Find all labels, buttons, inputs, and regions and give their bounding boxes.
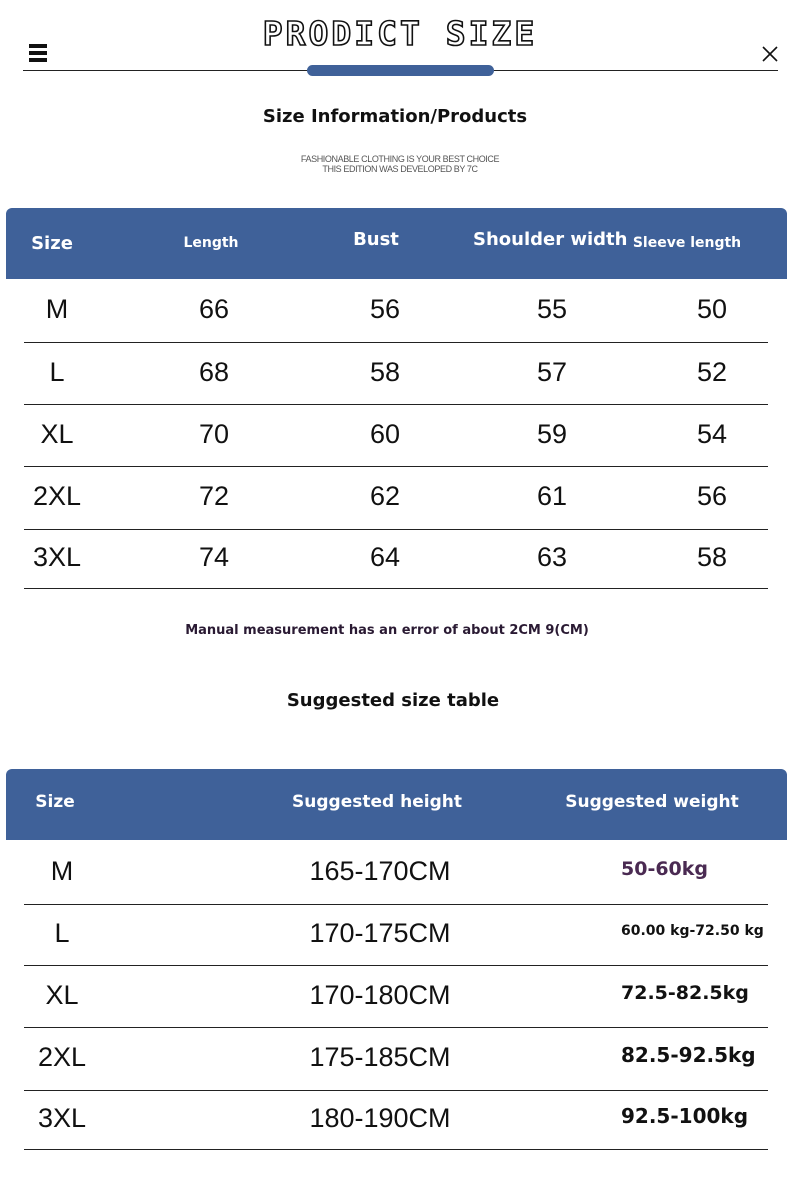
col-header-suggested-height: Suggested height bbox=[292, 792, 462, 812]
table-row bbox=[24, 404, 768, 467]
cell-size: XL bbox=[45, 980, 79, 1010]
col-header-size: Size bbox=[31, 233, 73, 254]
suggested-table-header bbox=[6, 769, 787, 840]
subtitle-line-2: THIS EDITION WAS DEVELOPED BY 7C bbox=[322, 164, 478, 174]
cell-length: 74 bbox=[198, 542, 230, 572]
table-row bbox=[24, 965, 768, 1028]
subtitle-line-1: FASHIONABLE CLOTHING IS YOUR BEST CHOICE bbox=[300, 154, 500, 164]
cell-length: 70 bbox=[198, 419, 230, 449]
col-header-suggested-weight: Suggested weight bbox=[565, 792, 739, 812]
cell-size: L bbox=[49, 357, 65, 387]
col-header-shoulder-width: Shoulder width bbox=[473, 229, 628, 250]
col-header-size-2: Size bbox=[35, 792, 75, 812]
size-table-header bbox=[6, 208, 787, 279]
table-row bbox=[24, 841, 768, 905]
col-header-length: Length bbox=[183, 235, 239, 251]
cell-length: 68 bbox=[198, 357, 230, 387]
cell-length: 72 bbox=[198, 481, 230, 511]
table-row bbox=[24, 466, 768, 530]
cell-suggested-weight: 92.5-100kg bbox=[621, 1104, 749, 1128]
page-title: PRODICT SIZE bbox=[262, 14, 538, 53]
cell-bust: 62 bbox=[369, 481, 401, 511]
cell-shoulder-width: 57 bbox=[536, 357, 568, 387]
cell-bust: 60 bbox=[369, 419, 401, 449]
cell-shoulder-width: 59 bbox=[536, 419, 568, 449]
col-header-sleeve-length: Sleeve length bbox=[632, 235, 742, 251]
size-info-heading: Size Information/Products bbox=[262, 106, 528, 127]
cell-suggested-height: 170-180CM bbox=[309, 980, 451, 1010]
cell-size: 2XL bbox=[32, 481, 82, 511]
cell-shoulder-width: 61 bbox=[536, 481, 568, 511]
cell-size: M bbox=[50, 856, 74, 886]
cell-sleeve-length: 56 bbox=[696, 481, 728, 511]
table-row bbox=[24, 279, 768, 343]
cell-size: M bbox=[45, 294, 69, 324]
cell-suggested-height: 165-170CM bbox=[309, 856, 451, 886]
col-header-bust: Bust bbox=[353, 229, 399, 250]
cell-shoulder-width: 55 bbox=[536, 294, 568, 324]
cell-sleeve-length: 58 bbox=[696, 542, 728, 572]
measurement-note: Manual measurement has an error of about 2CM 9(CM) bbox=[185, 623, 589, 638]
cell-suggested-weight: 82.5-92.5kg bbox=[621, 1043, 756, 1067]
close-icon[interactable] bbox=[760, 44, 780, 64]
cell-bust: 58 bbox=[369, 357, 401, 387]
cell-size: 2XL bbox=[37, 1042, 87, 1072]
cell-shoulder-width: 63 bbox=[536, 542, 568, 572]
cell-sleeve-length: 54 bbox=[696, 419, 728, 449]
table-row bbox=[24, 529, 768, 589]
cell-suggested-weight: 72.5-82.5kg bbox=[621, 982, 749, 1004]
cell-size: XL bbox=[40, 419, 74, 449]
cell-suggested-height: 175-185CM bbox=[309, 1042, 451, 1072]
cell-bust: 64 bbox=[369, 542, 401, 572]
cell-suggested-height: 170-175CM bbox=[309, 918, 451, 948]
cell-size: 3XL bbox=[37, 1103, 87, 1133]
table-row bbox=[24, 342, 768, 405]
cell-suggested-weight: 60.00 kg-72.50 kg bbox=[621, 923, 764, 939]
cell-size: L bbox=[54, 918, 70, 948]
cell-suggested-weight: 50-60kg bbox=[621, 858, 709, 880]
table-row bbox=[24, 904, 768, 966]
cell-size: 3XL bbox=[32, 542, 82, 572]
header-accent-bar bbox=[307, 65, 494, 76]
cell-length: 66 bbox=[198, 294, 230, 324]
cell-sleeve-length: 50 bbox=[696, 294, 728, 324]
table-row bbox=[24, 1027, 768, 1091]
cell-sleeve-length: 52 bbox=[696, 357, 728, 387]
table-row bbox=[24, 1090, 768, 1150]
cell-bust: 56 bbox=[369, 294, 401, 324]
suggested-heading: Suggested size table bbox=[286, 690, 500, 711]
cell-suggested-height: 180-190CM bbox=[309, 1103, 451, 1133]
